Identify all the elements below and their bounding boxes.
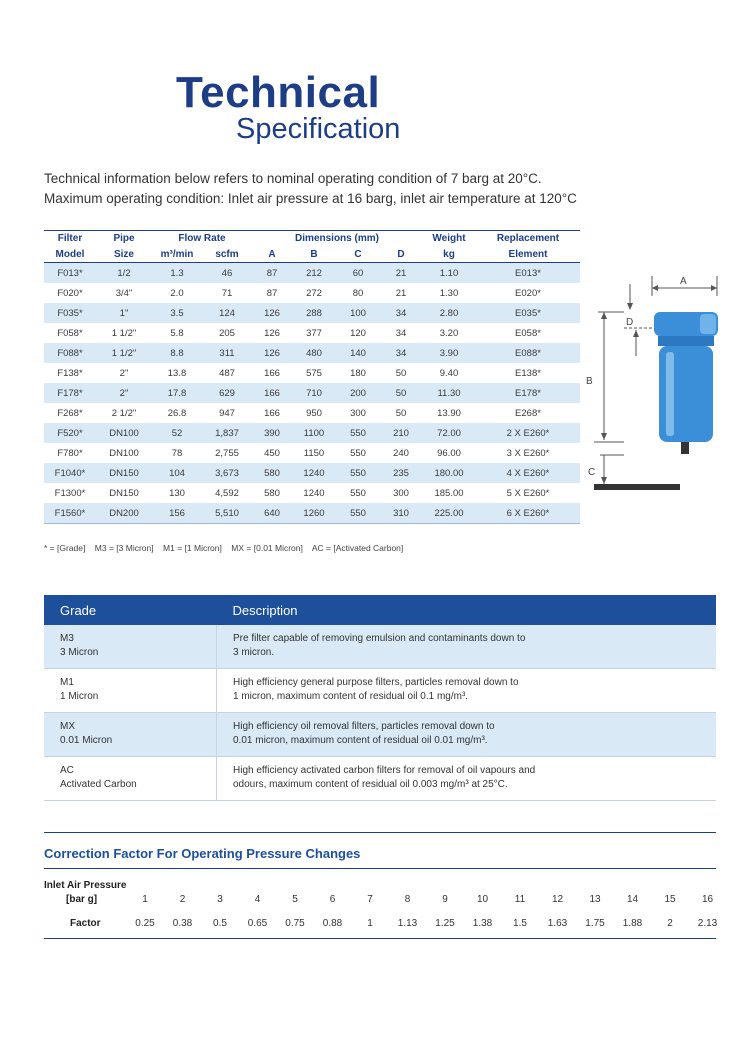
spec-row: [44, 263, 580, 284]
col-size: Size: [96, 246, 152, 263]
spec-cell: DN150: [96, 463, 152, 483]
spec-cell: 300: [393, 487, 409, 499]
spec-cell: E035*: [476, 303, 580, 323]
spec-cell: 4 X E260*: [476, 463, 580, 483]
spec-cell: 288: [292, 303, 336, 323]
label-d: D: [626, 317, 634, 328]
factor-value: 0.65: [247, 918, 268, 929]
spec-cell: 5 X E260*: [506, 487, 550, 499]
dim-d-arrow-down: [627, 303, 633, 310]
section-rule: [44, 832, 716, 833]
spec-cell: 71: [221, 287, 233, 299]
section-rule: [44, 938, 716, 939]
spec-cell: 180: [350, 367, 366, 379]
grade-size: 3 Micron: [60, 647, 99, 658]
spec-cell: 710: [292, 383, 336, 403]
col-d: D: [380, 246, 422, 263]
spec-cell: 46: [202, 263, 252, 284]
spec-cell: 210: [380, 423, 422, 443]
label-c: C: [588, 467, 596, 478]
spec-cell: 3.20: [439, 327, 459, 339]
spec-cell: 1 1/2": [96, 343, 152, 363]
description-cell: [217, 625, 717, 669]
spec-row: [44, 283, 580, 303]
dim-b-arrow-up: [601, 312, 607, 319]
spec-cell: 212: [292, 263, 336, 284]
spec-cell: DN150: [109, 487, 139, 499]
spec-row: [44, 503, 580, 524]
spec-cell: 104: [152, 463, 202, 483]
spec-cell: 72.00: [422, 423, 476, 443]
factor-value: 0.25: [135, 918, 155, 929]
grade-legend: * = [Grade] M3 = [3 Micron] M1 = [1 Micron] MX = [0.01 Micron] AC = [Activated Carbon]: [44, 543, 404, 553]
spec-cell: F088*: [44, 343, 96, 363]
spec-cell: 1150: [303, 447, 325, 459]
spec-cell: 640: [252, 503, 292, 524]
spec-cell: 3,673: [202, 463, 252, 483]
pressure-value: 1: [142, 894, 148, 905]
spec-cell: 950: [306, 407, 322, 419]
grade-code: M3: [60, 633, 74, 644]
spec-cell: 156: [152, 503, 202, 524]
spec-cell: 1260: [292, 503, 336, 524]
spec-cell: 1/2: [96, 263, 152, 284]
description-line: 1 micron, maximum content of residual oil 0.1 mg/m³.: [233, 691, 469, 702]
base-bar: [594, 484, 680, 490]
spec-cell: 3/4": [115, 287, 133, 299]
spec-cell: 2,755: [215, 447, 239, 459]
col-flow-rate: Flow Rate: [152, 231, 252, 247]
spec-cell: DN100: [109, 447, 139, 459]
description-cell: [217, 669, 717, 713]
filter-highlight: [666, 352, 674, 436]
spec-cell: F520*: [44, 423, 96, 443]
spec-cell: 34: [395, 327, 407, 339]
pressure-value: 13: [589, 894, 601, 905]
spec-cell: 96.00: [437, 447, 461, 459]
spec-cell: 311: [202, 343, 252, 363]
spec-cell: 34: [380, 303, 422, 323]
spec-cell: 52: [152, 423, 202, 443]
col-filter: Filter: [44, 231, 96, 247]
factor-value: 1.5: [513, 918, 527, 929]
spec-cell: E268*: [515, 407, 541, 419]
dim-b-arrow-down: [601, 433, 607, 440]
spec-cell: 487: [219, 367, 235, 379]
factor-value: 0.75: [285, 918, 305, 929]
spec-row: [44, 403, 580, 423]
factor-value: 1.38: [472, 918, 493, 929]
spec-cell: 2 X E260*: [476, 423, 580, 443]
pressure-value: 2: [179, 894, 186, 905]
spec-cell: F020*: [57, 287, 83, 299]
spec-row: [44, 423, 580, 443]
col-pipe: Pipe: [96, 231, 152, 247]
spec-cell: 60: [336, 263, 380, 284]
spec-cell: 120: [350, 327, 366, 339]
description-cell: [217, 713, 717, 757]
pressure-value: 4: [254, 894, 261, 905]
spec-cell: 13.90: [437, 407, 461, 419]
spec-cell: 166: [264, 367, 280, 379]
spec-cell: F1040*: [44, 463, 96, 483]
grade-cell: [44, 713, 217, 757]
pressure-value: 14: [626, 894, 639, 905]
spec-row: [44, 303, 580, 323]
spec-row: [44, 343, 580, 363]
spec-cell: F1560*: [44, 503, 96, 524]
description-line: 3 micron.: [233, 647, 275, 658]
description-line: Pre filter capable of removing emulsion and contaminants down to: [233, 633, 526, 644]
pressure-value: 6: [329, 894, 336, 905]
spec-cell: 126: [264, 327, 280, 339]
spec-row: [44, 443, 580, 463]
spec-cell: 140: [336, 343, 380, 363]
spec-cell: 550: [336, 423, 380, 443]
grade-size: Activated Carbon: [60, 779, 137, 790]
spec-cell: 17.8: [152, 383, 202, 403]
spec-cell: 8.8: [152, 343, 202, 363]
col-weight: Weight: [422, 231, 476, 247]
spec-cell: E138*: [515, 367, 541, 379]
factor-value: 2.13: [697, 918, 718, 929]
spec-cell: 1 1/2": [111, 327, 137, 339]
description-cell: [217, 757, 717, 801]
col-scfm: scfm: [202, 246, 252, 263]
spec-cell: 126: [252, 303, 292, 323]
spec-cell: 377: [306, 327, 322, 339]
spec-cell: 205: [219, 327, 235, 339]
pressure-value: 12: [551, 894, 564, 905]
spec-cell: F058*: [57, 327, 83, 339]
grade-row: [44, 669, 716, 713]
spec-cell: 166: [252, 383, 292, 403]
col-replacement: Replacement: [476, 231, 580, 247]
grade-table: [44, 595, 716, 801]
spec-cell: 9.40: [439, 367, 459, 379]
factor-value: 1.13: [397, 918, 418, 929]
grade-table-body: [44, 625, 716, 801]
spec-cell: 124: [202, 303, 252, 323]
pressure-value: 8: [404, 894, 411, 905]
grade-code: M1: [60, 677, 74, 688]
spec-cell: 580: [252, 463, 292, 483]
factor-value: 0.88: [322, 918, 343, 929]
spec-cell: E020*: [515, 287, 541, 299]
spec-cell: 50: [395, 407, 407, 419]
spec-cell: 100: [336, 303, 380, 323]
factor-value: 1: [367, 918, 373, 929]
spec-cell: 1.10: [422, 263, 476, 284]
spec-cell: 11.30: [422, 383, 476, 403]
description-line: High efficiency oil removal filters, particles removal down to: [233, 721, 495, 732]
spec-row: [44, 363, 580, 383]
spec-cell: 2.0: [170, 287, 184, 299]
correction-title: Correction Factor For Operating Pressure Changes: [44, 846, 361, 861]
spec-cell: 3.5: [152, 303, 202, 323]
spec-cell: E178*: [476, 383, 580, 403]
col-model: Model: [44, 246, 96, 263]
label-b: B: [586, 376, 593, 387]
factor-value: 0.38: [172, 918, 193, 929]
spec-cell: 126: [252, 343, 292, 363]
spec-cell: E088*: [476, 343, 580, 363]
spec-cell: 550: [336, 463, 380, 483]
col-element: Element: [476, 246, 580, 263]
spec-cell: 947: [219, 407, 235, 419]
spec-cell: 1": [96, 303, 152, 323]
col-m3: m³/min: [152, 246, 202, 263]
spec-cell: 2.80: [422, 303, 476, 323]
intro-line-2: Maximum operating condition: Inlet air pressure at 16 barg, inlet air temperature at 120°C: [44, 191, 577, 206]
description-line: odours, maximum content of residual oil 0.003 mg/m³ at 25°C.: [233, 779, 508, 790]
label-a: A: [680, 276, 687, 287]
spec-cell: 80: [352, 287, 364, 299]
spec-cell: 34: [380, 343, 422, 363]
grade-code: AC: [60, 765, 74, 776]
description-header: Description: [217, 595, 717, 625]
spec-cell: 185.00: [434, 487, 464, 499]
spec-cell: 3 X E260*: [506, 447, 550, 459]
spec-cell: 13.8: [167, 367, 187, 379]
grade-cell: [44, 669, 217, 713]
spec-row: [44, 323, 580, 343]
spec-row: [44, 463, 580, 483]
spec-cell: 550: [350, 447, 366, 459]
page-subtitle: Specification: [236, 113, 401, 145]
grade-row: [44, 757, 716, 801]
col-dimensions: Dimensions (mm): [252, 231, 422, 247]
spec-cell: 390: [252, 423, 292, 443]
pressure-label: Inlet Air Pressure: [44, 880, 127, 891]
spec-cell: 1240: [292, 463, 336, 483]
spec-cell: 225.00: [422, 503, 476, 524]
spec-cell: 240: [393, 447, 409, 459]
spec-table: [44, 230, 580, 524]
spec-cell: 580: [264, 487, 280, 499]
spec-cell: 575: [306, 367, 322, 379]
spec-cell: 272: [306, 287, 322, 299]
factor-value: 1.88: [622, 918, 643, 929]
description-line: High efficiency general purpose filters, particles removal down to: [233, 677, 519, 688]
spec-cell: 1240: [303, 487, 325, 499]
grade-cell: [44, 757, 217, 801]
spec-cell: F178*: [44, 383, 96, 403]
pressure-unit: [bar g]: [66, 894, 98, 905]
grade-cell: [44, 625, 217, 669]
grade-size: 0.01 Micron: [60, 735, 113, 746]
spec-cell: F035*: [44, 303, 96, 323]
grade-row: [44, 625, 716, 669]
spec-cell: 50: [395, 367, 407, 379]
filter-collar: [658, 336, 714, 346]
dim-c-arrow: [601, 477, 607, 484]
pressure-value: 5: [292, 894, 298, 905]
factor-label: Factor: [70, 918, 101, 929]
spec-cell: 235: [380, 463, 422, 483]
spec-cell: 180.00: [422, 463, 476, 483]
spec-cell: 21: [395, 287, 407, 299]
spec-cell: DN200: [96, 503, 152, 524]
spec-cell: 5.8: [170, 327, 184, 339]
drain-valve: [681, 442, 689, 454]
spec-cell: 87: [266, 287, 278, 299]
grade-row: [44, 713, 716, 757]
dim-a-arrow-right: [711, 285, 717, 291]
pressure-value: 3: [217, 894, 223, 905]
spec-cell: 50: [380, 383, 422, 403]
description-line: High efficiency activated carbon filters for removal of oil vapours and: [233, 765, 536, 776]
spec-cell: 130: [169, 487, 185, 499]
pressure-value: 7: [367, 894, 373, 905]
grade-code: MX: [60, 721, 75, 732]
spec-cell: 5,510: [202, 503, 252, 524]
spec-cell: 1.30: [439, 287, 459, 299]
spec-cell: 6 X E260*: [476, 503, 580, 524]
filter-diagram: [580, 270, 740, 495]
spec-cell: 21: [380, 263, 422, 284]
spec-cell: DN100: [96, 423, 152, 443]
spec-cell: 629: [202, 383, 252, 403]
col-a: A: [252, 246, 292, 263]
spec-cell: F1300*: [54, 487, 86, 499]
factor-value: 1.25: [435, 918, 455, 929]
section-rule: [44, 868, 716, 869]
col-b: B: [292, 246, 336, 263]
col-c: C: [336, 246, 380, 263]
spec-cell: 166: [264, 407, 280, 419]
spec-cell: F268*: [57, 407, 83, 419]
spec-cell: 480: [292, 343, 336, 363]
spec-cell: E013*: [476, 263, 580, 284]
dim-d-arrow-up: [633, 330, 639, 337]
filter-port: [700, 314, 716, 334]
spec-cell: 87: [252, 263, 292, 284]
spec-cell: 450: [264, 447, 280, 459]
spec-cell: 26.8: [167, 407, 187, 419]
spec-cell: 550: [350, 487, 366, 499]
col-kg: kg: [422, 246, 476, 263]
grade-size: 1 Micron: [60, 691, 99, 702]
spec-cell: 1,837: [202, 423, 252, 443]
spec-cell: 1.3: [152, 263, 202, 284]
spec-cell: 2": [96, 383, 152, 403]
spec-cell: 2": [119, 367, 129, 379]
pressure-value: 15: [664, 894, 676, 905]
factor-value: 1.75: [585, 918, 605, 929]
pressure-value: 16: [701, 894, 714, 905]
spec-row: [44, 383, 580, 403]
pressure-value: 10: [476, 894, 489, 905]
description-line: 0.01 micron, maximum content of residual oil 0.01 mg/m³.: [233, 735, 488, 746]
pressure-value: 9: [442, 894, 448, 905]
spec-cell: F780*: [57, 447, 83, 459]
spec-cell: E058*: [515, 327, 541, 339]
factor-value: 1.63: [547, 918, 568, 929]
spec-table-body: [44, 263, 580, 524]
spec-cell: F013*: [44, 263, 96, 284]
dim-a-arrow-left: [652, 285, 658, 291]
spec-cell: 300: [350, 407, 366, 419]
spec-cell: 550: [336, 503, 380, 524]
spec-cell: 78: [171, 447, 183, 459]
factor-value: 2: [667, 918, 673, 929]
spec-cell: 200: [336, 383, 380, 403]
pressure-value: 11: [514, 894, 526, 905]
intro-line-1: Technical information below refers to nominal operating condition of 7 barg at 20°C.: [44, 171, 542, 186]
spec-row: [44, 483, 580, 503]
spec-cell: 1100: [292, 423, 336, 443]
spec-cell: 310: [380, 503, 422, 524]
spec-cell: F138*: [57, 367, 83, 379]
grade-header: Grade: [44, 595, 217, 625]
factor-value: 0.5: [213, 918, 227, 929]
spec-cell: 2 1/2": [111, 407, 137, 419]
spec-cell: 3.90: [422, 343, 476, 363]
page-title: Technical: [176, 68, 381, 117]
spec-cell: 4,592: [215, 487, 239, 499]
